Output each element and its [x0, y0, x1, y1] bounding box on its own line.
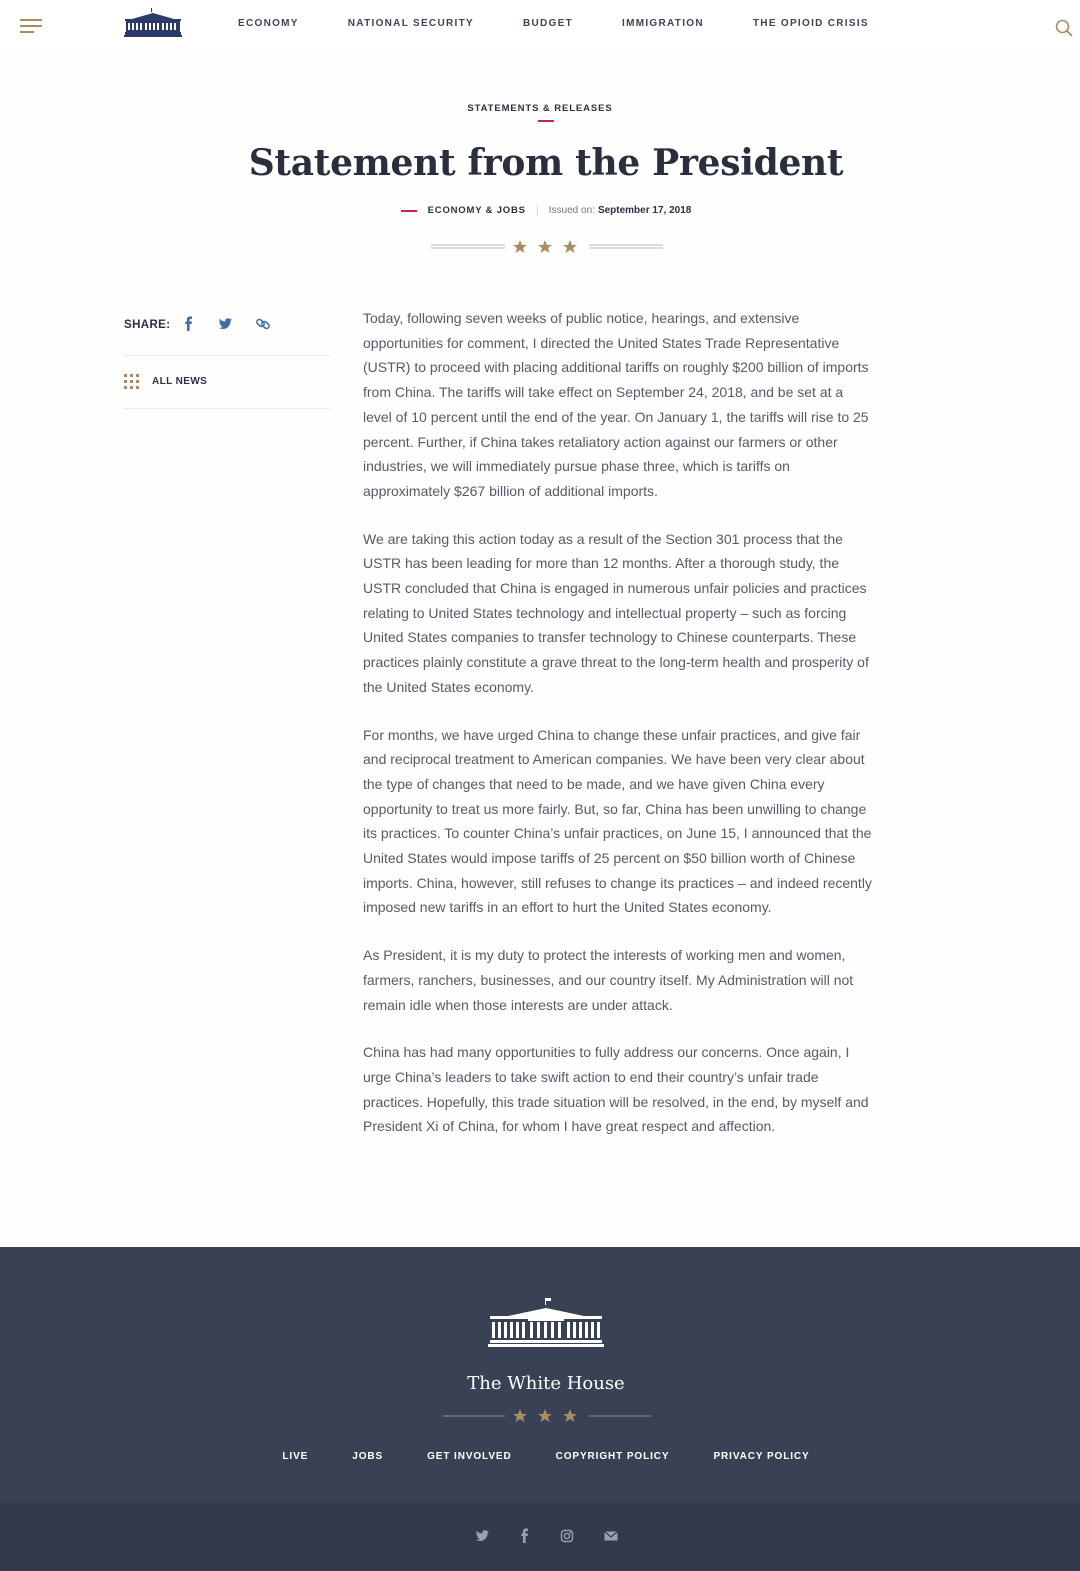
nav-item-budget[interactable]: BUDGET [522, 18, 573, 29]
article-paragraph: As President, it is my duty to protect the interests of working men and women, farmers, ranchers, businesses, and our country itself. My Administration will not remain idle when those interests are under attack. [363, 947, 854, 1013]
footer-link-get-involved[interactable]: GET INVOLVED [427, 1451, 512, 1462]
main-nav [238, 18, 918, 29]
category-link[interactable]: ECONOMY & JOBS [427, 205, 526, 216]
sidebar-divider [124, 355, 330, 356]
star-icon [513, 1409, 577, 1422]
all-news-link[interactable] [124, 374, 207, 389]
star-icon [513, 240, 577, 253]
social-bar [0, 1503, 1080, 1571]
footer-link-live[interactable]: LIVE [282, 1451, 309, 1462]
article-meta [0, 205, 1080, 216]
footer-links [0, 1451, 1080, 1462]
page-title: Statement from the President [248, 142, 844, 184]
menu-icon[interactable] [20, 18, 44, 34]
instagram-icon[interactable] [559, 1528, 575, 1544]
white-house-logo[interactable] [124, 8, 182, 38]
twitter-icon[interactable] [474, 1528, 490, 1544]
article-body [363, 306, 875, 1162]
share-label: SHARE: [124, 319, 171, 331]
all-news-label: ALL NEWS [152, 376, 208, 387]
white-house-logo[interactable] [488, 1298, 604, 1350]
nav-item-national-security[interactable]: NATIONAL SECURITY [347, 18, 474, 29]
stars-divider [443, 1407, 651, 1425]
article-paragraph: We are taking this action today as a result of the Section 301 process that the USTR has been leading for more than 12 months. After a thorough study, the USTR concluded that China is engaged in numerous unfair policies and practices relating to United States technology and intellectual property – such as forcing United States companies to transfer technology to Chinese counterparts. These practices plainly constitute a grave threat to the long-term health and prosperity of the United States economy. [363, 530, 869, 695]
grid-icon [124, 374, 139, 389]
footer-link-jobs[interactable]: JOBS [352, 1451, 384, 1462]
search-icon[interactable] [1055, 19, 1073, 37]
top-navigation [0, 0, 1080, 52]
footer-title: The White House [467, 1373, 625, 1394]
article-eyebrow[interactable]: STATEMENTS & RELEASES [467, 103, 613, 114]
link-icon[interactable] [255, 316, 271, 332]
footer-link-privacy-policy[interactable]: PRIVACY POLICY [713, 1451, 810, 1462]
nav-item-economy[interactable]: ECONOMY [238, 18, 299, 29]
facebook-icon[interactable] [181, 316, 197, 332]
facebook-icon[interactable] [517, 1528, 533, 1544]
meta-separator [537, 205, 538, 216]
sidebar-divider [124, 408, 330, 409]
issued-date: September 17, 2018 [597, 205, 692, 216]
issued-label: Issued on: [548, 205, 595, 216]
footer-link-copyright-policy[interactable]: COPYRIGHT POLICY [555, 1451, 670, 1462]
nav-item-opioid-crisis[interactable]: THE OPIOID CRISIS [752, 18, 869, 29]
stars-divider [431, 238, 663, 256]
site-footer [0, 1247, 1080, 1503]
eyebrow-accent-rule [538, 120, 554, 122]
twitter-icon[interactable] [217, 316, 233, 332]
email-icon[interactable] [603, 1528, 619, 1544]
nav-item-immigration[interactable]: IMMIGRATION [622, 18, 704, 29]
article-paragraph: China has had many opportunities to fully address our concerns. Once again, I urge China’s leaders to take swift action to end their country’s unfair trade practices. Hopefully, this trade situation will be resolved, in the end, by myself and President Xi of China, for whom I have great respect and affection. [363, 1044, 869, 1135]
meta-accent-dash [401, 210, 417, 212]
article-paragraph: For months, we have urged China to change these unfair practices, and give fair and reciprocal treatment to American companies. We have been very clear about the type of changes that need to be made, and we have given China every opportunity to treat us more fairly. But, so far, China has been unwilling to change its practices. To counter China’s unfair practices, on June 15, I announced that the United States would impose tariffs of 25 percent on $50 billion worth of Chinese imports. China, however, still refuses to change its practices – and indeed recently imposed new tariffs in an effort to hurt the United States economy. [363, 726, 872, 916]
article-paragraph: Today, following seven weeks of public notice, hearings, and extensive opportunities for comment, I directed the United States Trade Representative (USTR) to proceed with placing additional tariffs on roughly $200 billion of imports from China. The tariffs will take effect on September 24, 2018, and be set at a level of 10 percent until the end of the year. On January 1, the tariffs will rise to 25 percent. Further, if China takes retaliatory action against our farmers or other industries, we will immediately pursue phase three, which is tariffs on approximately $267 billion of additional imports. [363, 310, 869, 499]
